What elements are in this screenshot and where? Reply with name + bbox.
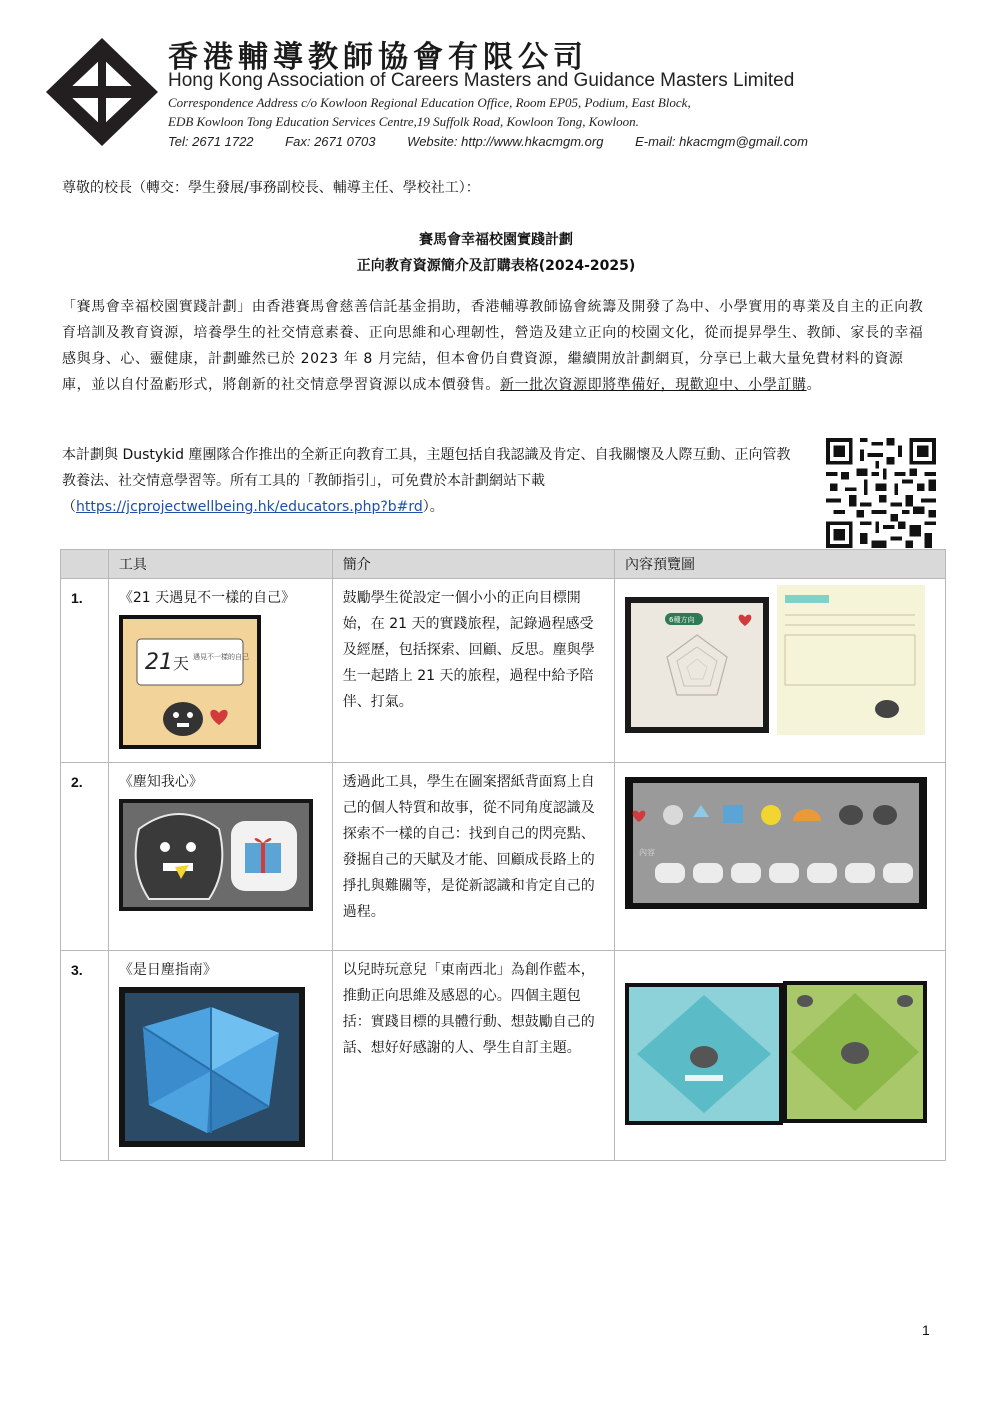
preview-image	[625, 957, 935, 1127]
preview-cell	[615, 951, 946, 1161]
row-number: 1.	[61, 579, 109, 763]
description-cell: 透過此工具，學生在圖案摺紙背面寫上自己的個人特質和故事，從不同角度認識及探索不一樣的自己：找到自己的閃亮點、發掘自己的天賦及才能、回顧成長路上的掙扎與難關等，是從新認識和肯定自己的過程。	[332, 763, 614, 951]
table-row	[61, 579, 946, 763]
preview-image	[625, 769, 935, 911]
description-cell: 以兒時玩意兒「東南西北」為創作藍本，推動正向思維及感恩的心。四個主題包括：實踐目標的具體行動、想鼓勵自己的話、想好好感謝的人、學生自訂主題。	[332, 951, 614, 1161]
intro-emphasis: 新一批次資源即將準備好，現歡迎中、小學訂購	[500, 377, 807, 393]
document-title: 賽馬會幸福校園實踐計劃	[419, 232, 573, 248]
header-description: 簡介	[332, 550, 614, 579]
intro-text: 「賽馬會幸福校園實踐計劃」由香港賽馬會慈善信託基金捐助，香港輔導教師協會統籌及開發了為中、小學實用的專業及自主的正向教育培訓及教育資源，培養學生的社交情意素養、正向思維和心理韌性，營造及建立正向的校園文化，從而提昇學生、教師、家長的幸福感與身、心、靈健康，計劃雖然已於 2023 年 8 月完結，但本會仍自費資源，繼續開放計劃網頁，分享已上載大量免費材料的資源庫，並以自付盈虧形式，將創新的社交情意學習資源以成本價發售。	[62, 299, 924, 393]
address-line-2: EDB Kowloon Tong Education Services Centre,19 Suffolk Road, Kowloon Tong, Kowloon.	[168, 114, 639, 129]
preview-label: 內容	[639, 848, 655, 857]
collab-text: 本計劃與 Dustykid 塵團隊合作推出的全新正向教育工具，主題包括自我認識及肯定、自我關懷及人際互動、正向管教教養法、社交情意學習等。所有工具的「教師指引」，可免費於本計劃網站下載（	[62, 447, 791, 515]
website[interactable]: Website: http://www.hkacmgm.org	[407, 134, 604, 149]
document-subtitle: 正向教育資源簡介及訂購表格(2024-2025)	[356, 258, 636, 274]
collaboration-paragraph	[62, 442, 802, 520]
tool-name: 《21 天遇見不一樣的自己》	[118, 590, 296, 606]
tools-table	[60, 549, 946, 1161]
cover-subtitle: 遇見不一樣的自己	[192, 653, 249, 661]
table-header-row	[61, 550, 946, 579]
tool-cover-image	[119, 615, 261, 749]
salutation: 尊敬的校長（轉交：學生發展/事務副校長、輔導主任、學校社工）：	[62, 180, 480, 196]
description-cell: 鼓勵學生從設定一個小小的正向目標開始，在 21 天的實踐旅程，記錄過程感受及經歷，包括探索、回顧、反思。塵與學生一起踏上 21 天的旅程，過程中給予陪伴、打氣。	[332, 579, 614, 763]
logo-icon	[44, 36, 160, 148]
contact-line	[168, 134, 836, 149]
tool-name: 《是日塵指南》	[118, 962, 217, 978]
header-number	[61, 550, 109, 579]
cover-unit: 天	[172, 654, 189, 673]
header-preview: 內容預覽圖	[615, 550, 946, 579]
intro-end: 。	[806, 377, 822, 393]
tool-name: 《塵知我心》	[118, 774, 203, 790]
cover-number: 21	[144, 650, 173, 675]
collab-end: ）。	[422, 499, 444, 515]
email[interactable]: E-mail: hkacmgm@gmail.com	[635, 134, 808, 149]
preview-label: 6種方向	[669, 616, 695, 624]
header-tool: 工具	[108, 550, 332, 579]
org-name-english: Hong Kong Association of Careers Masters and Guidance Masters Limited	[168, 70, 795, 91]
table-row	[61, 951, 946, 1161]
page-number: 1	[922, 1322, 930, 1338]
tool-cell	[108, 579, 332, 763]
preview-cell	[615, 579, 946, 763]
tool-cover-image	[119, 987, 305, 1147]
row-number: 2.	[61, 763, 109, 951]
tool-cell	[108, 951, 332, 1161]
intro-paragraph	[62, 294, 926, 398]
table-row	[61, 763, 946, 951]
tel: Tel: 2671 1722	[168, 134, 254, 149]
preview-cell	[615, 763, 946, 951]
tool-cover-image	[119, 799, 313, 911]
address-line-1: Correspondence Address c/o Kowloon Regional Education Office, Room EP05, Podium, East Block,	[168, 95, 691, 110]
fax: Fax: 2671 0703	[285, 134, 376, 149]
qr-code-icon[interactable]	[826, 438, 936, 548]
preview-image	[625, 585, 935, 745]
educators-link[interactable]: https://jcprojectwellbeing.hk/educators.php?b#rd	[76, 499, 423, 515]
row-number: 3.	[61, 951, 109, 1161]
org-name-chinese: 香港輔導教師協會有限公司	[168, 40, 588, 75]
tool-cell	[108, 763, 332, 951]
